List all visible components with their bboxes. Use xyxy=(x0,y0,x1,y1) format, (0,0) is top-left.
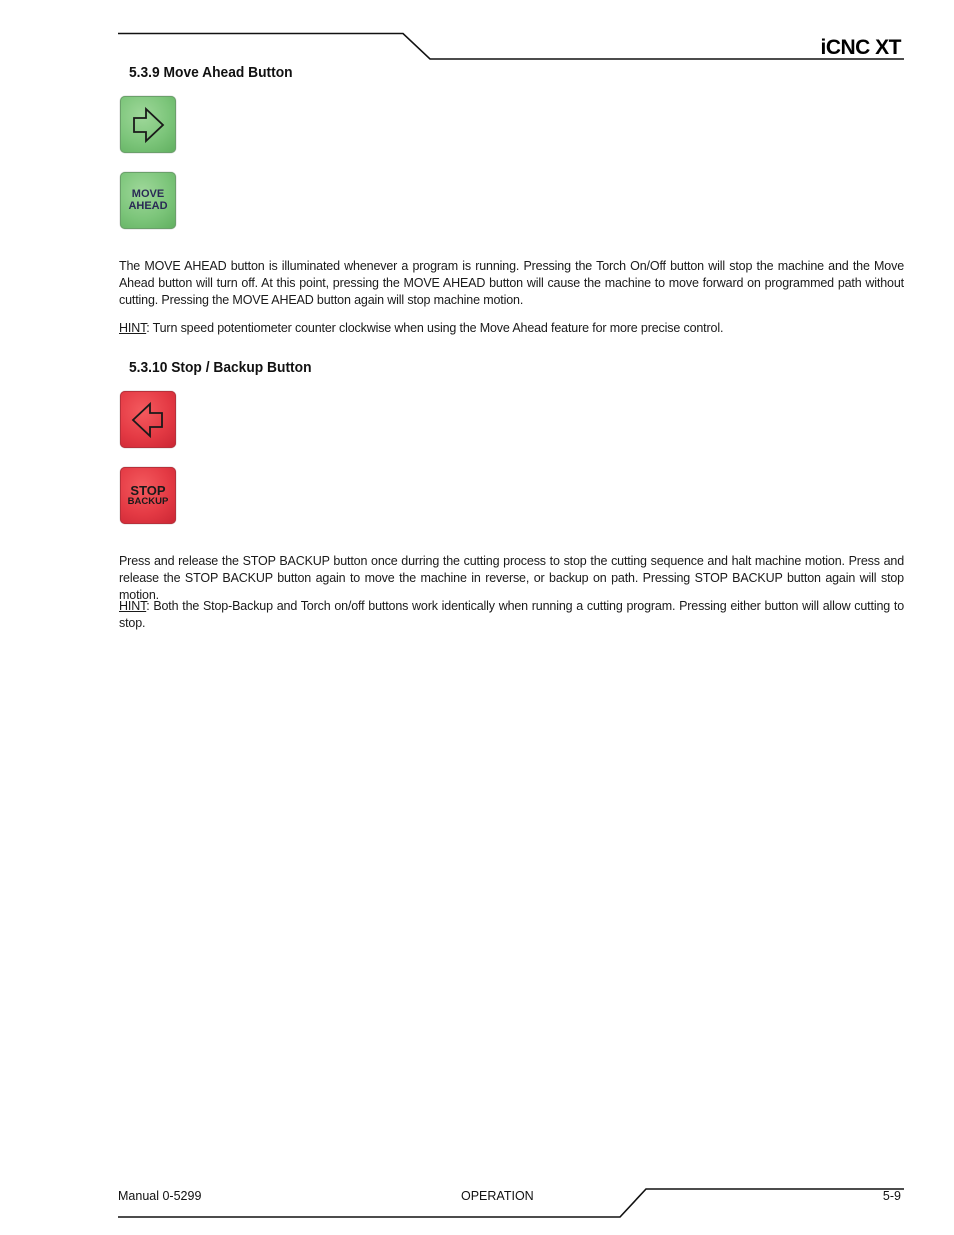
move-ahead-arrow-button-image xyxy=(120,96,176,153)
footer-manual-number: Manual 0-5299 xyxy=(118,1189,202,1203)
move-ahead-button-line1: MOVE xyxy=(131,187,165,200)
hint-label: HINT xyxy=(119,599,147,613)
section-heading-stop-backup: 5.3.10 Stop / Backup Button xyxy=(129,359,312,376)
section-heading-move-ahead: 5.3.9 Move Ahead Button xyxy=(129,64,293,81)
stop-backup-paragraph: Press and release the STOP BACKUP button once durring the cutting process to stop the cutting sequence and halt machine motion. Press and release the STOP BACKUP button again to move the machine in reverse, or backup on path. Pressing STOP BACKUP button again will stop motion. xyxy=(119,554,904,602)
brand-title: iCNC XT xyxy=(820,36,901,59)
hint-text: : Both the Stop-Backup and Torch on/off buttons work identically when running a cutting program. Pressing either button will allow cutting to stop. xyxy=(119,599,904,630)
hint-label: HINT xyxy=(119,321,147,335)
right-arrow-icon xyxy=(128,105,168,145)
footer-page-number: 5-9 xyxy=(882,1189,901,1203)
stop-backup-text-button-image xyxy=(120,467,176,524)
move-ahead-text-button-image xyxy=(120,172,176,229)
stop-backup-arrow-button-image xyxy=(120,391,176,448)
left-arrow-icon xyxy=(128,400,168,440)
move-ahead-paragraph: The MOVE AHEAD button is illuminated whenever a program is running. Pressing the Torch On/Off button will stop the machine and the Move Ahead button will turn off. At this point, pressing the MOVE AHEAD button will cause the machine to move forward on programmed path without cutting. Pressing the MOVE AHEAD button again will stop machine motion. xyxy=(119,259,904,307)
move-ahead-hint xyxy=(119,320,904,337)
move-ahead-button-line2: AHEAD xyxy=(128,199,168,212)
stop-backup-hint xyxy=(119,598,904,632)
footer-section-name: OPERATION xyxy=(461,1189,534,1203)
stop-backup-button-line2: BACKUP xyxy=(127,496,169,508)
header-rule xyxy=(0,30,954,64)
stop-backup-button-line1: STOP xyxy=(130,482,166,498)
hint-text: : Turn speed potentiometer counter clockwise when using the Move Ahead feature for more precise control. xyxy=(146,321,724,335)
